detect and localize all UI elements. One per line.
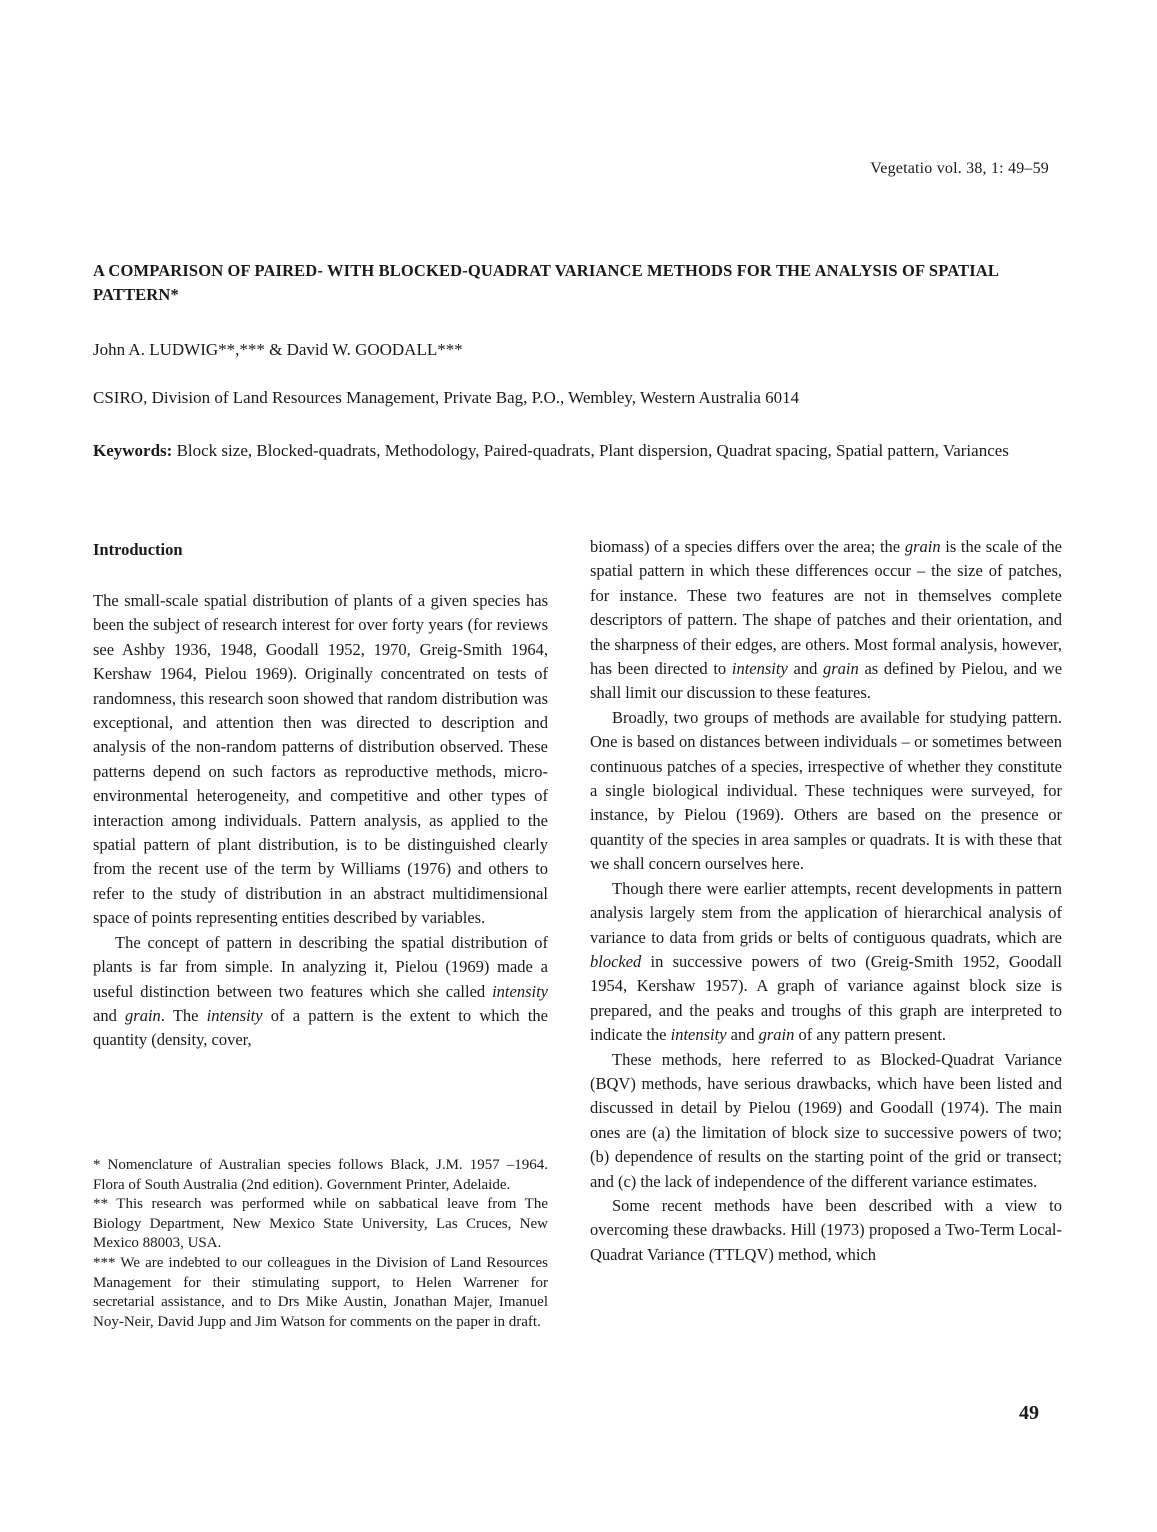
paragraph: The small-scale spatial distribution of plants of a given species has been the subject of research interest for over forty years (for reviews see Ashby 1936, 1948, Goodall 1952, 1970, Greig-Smith 1964, Kershaw 1964, Pielou 1969). Originally concentrated on tests of randomness, this research soon showed that random distribution was exceptional, and attention then was directed to description and analysis of the non-random patterns of distribution observed. These patterns depend on such factors as reproductive methods, micro-environmental heterogeneity, and competitive and other types of interaction among individuals. Pattern analysis, as applied to the spatial pattern of plant distribution, is to be distinguished clearly from the recent use of the term by Williams (1976) and others to refer to the study of distribution in an abstract multidimensional space of points representing entities described by variables. [93,591,548,928]
text-run: and [726,1025,759,1045]
term-italic: intensity [492,981,548,1001]
footnote: ** This research was performed while on sabbatical leave from The Biology Department, New Mexico State University, Las Cruces, New Mexico 88003, USA. [93,1196,548,1252]
text-run: biomass) of a species differs over the area; the [590,537,905,556]
term-italic: grain [904,537,941,556]
keywords-label: Keywords: [93,441,173,460]
term-italic: grain [758,1025,795,1045]
term-italic: blocked [590,951,642,971]
term-italic: intensity [670,1025,727,1045]
text-run: Though there were earlier attempts, recent developments in pattern analysis largely stem from the application of hierarchical analysis of variance to data from grids or belts of contiguous quadrats, which are [590,878,1062,947]
left-column [93,538,548,1053]
term-italic: intensity [731,659,788,679]
paragraph: These methods, here referred to as Blocked-Quadrat Variance (BQV) methods, have serious drawbacks, which have been listed and discussed in detail by Pielou (1969) and Goodall (1974). The main ones are (a) the limitation of block size to successive powers of two; (b) dependence of results on the starting point of the grid or transect; and (c) the lack of independence of the different variance estimates. [590,1049,1062,1191]
author-line: John A. LUDWIG**,*** & David W. GOODALL*** [93,340,463,359]
paragraph [590,535,1062,706]
text-run: . The [160,1005,207,1025]
right-column [590,535,1062,1267]
paragraph: Broadly, two groups of methods are available for studying pattern. One is based on distances between individuals – or sometimes between continuous patches of a species, irrespective of whether they constitute a single biological individual. These techniques were surveyed, for instance, by Pielou (1969). Others are based on the presence or quantity of the species in area samples or quadrats. It is with these that we shall concern ourselves here. [590,707,1062,874]
keywords [93,438,1068,463]
text-run: and [93,1005,126,1025]
footnote: *** We are indebted to our colleagues in the Division of Land Resources Management for their stimulating support, to Helen Warrener for secretarial assistance, and to Drs Mike Austin, Jonathan Majer, Imanuel Noy-Neir, David Jupp and Jim Watson for comments on the paper in draft. [93,1254,548,1330]
paragraph [93,931,548,1053]
page-number: 49 [1019,1402,1039,1424]
text-run: of any pattern present. [794,1025,947,1045]
section-heading-introduction: Introduction [93,540,183,559]
footnote: * Nomenclature of Australian species follows Black, J.M. 1957 –1964. Flora of South Australia (2nd edition). Government Printer, Adelaide. [93,1157,548,1193]
footnotes [93,1156,548,1332]
paragraph: Some recent methods have been described with a view to overcoming these drawbacks. Hill (1973) proposed a Two-Term Local-Quadrat Variance (TTLQV) method, which [590,1195,1062,1264]
text-run: as defined by Pielou, and we shall limit our discussion to these features. [590,659,1063,703]
journal-reference: Vegetatio vol. 38, 1: 49–59 [870,160,1049,177]
affiliation: CSIRO, Division of Land Resources Management, Private Bag, P.O., Wembley, Western Australia 6014 [93,388,800,407]
term-italic: grain [823,659,859,679]
term-italic: intensity [206,1005,263,1025]
term-italic: grain [125,1005,161,1025]
text-run: and [787,659,824,679]
text-run: of a pattern is the extent to which the quantity (density, cover, [93,1005,548,1050]
keywords-text: Block size, Blocked-quadrats, Methodology, Paired-quadrats, Plant dispersion, Quadrat spacing, Spatial pattern, Variances [172,441,1009,460]
paragraph [590,877,1062,1048]
text-run: in successive powers of two (Greig-Smith 1952, Goodall 1954, Kershaw 1957). A graph of variance against block size is prepared, and the peaks and troughs of this graph are interpreted to indicate the [590,951,1062,1045]
text-run: is the scale of the spatial pattern in which these differences occur – the size of patches, for instance. These two features are not in themselves complete descriptors of pattern. The shape of patches and their orientation, and the sharpness of their edges, are others. Most formal analysis, however, has been directed to [590,537,1062,679]
text-run: The concept of pattern in describing the spatial distribution of plants is far from simple. In analyzing it, Pielou (1969) made a useful distinction between two features which she called [93,932,548,1001]
article-title: A COMPARISON OF PAIRED- WITH BLOCKED-QUADRAT VARIANCE METHODS FOR THE ANALYSIS OF SPATIAL PATTERN* [93,261,999,304]
